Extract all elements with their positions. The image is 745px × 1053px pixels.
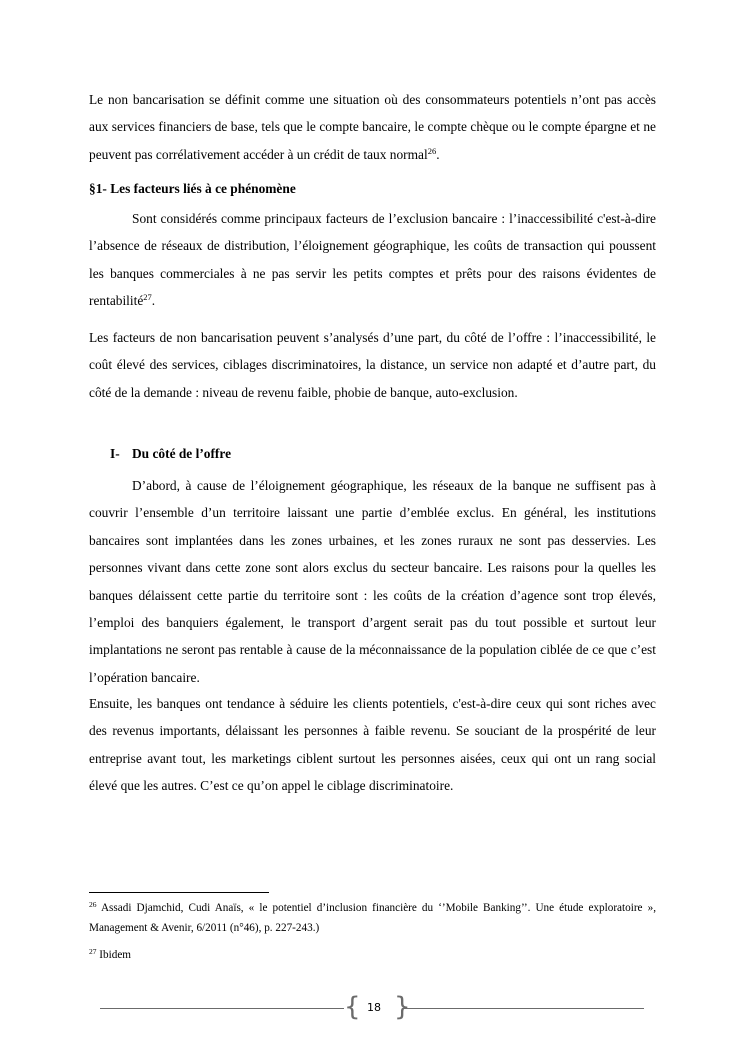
- footnote-27: $^{27}$ Ibidem: [89, 947, 131, 961]
- paragraph-factors: Sont considérés comme principaux facteurs de l’exclusion bancaire : l’inaccessibilité c'est-à-dire l’absence de réseaux de distribution, l’éloignement géographique, les coûts de transaction qui poussent les banques commerciales à ne pas servir les petits comptes et prêts pour des raisons évidentes de rentabilité$^{27}$.: [89, 211, 656, 309]
- paragraph-non-banking-factors: Les facteurs de non bancarisation peuvent s’analysés d’une part, du côté de l’offre : l’inaccessibilité, le coût élevé des services, ciblages discriminatoires, la distance, un service non adapté et d’autre part, du côté de la demande : niveau de revenu faible, phobie de banque, auto-exclusion.: [89, 330, 656, 400]
- footer-rule-right: [404, 1008, 644, 1009]
- section-heading: §1- Les facteurs liés à ce phénomène: [89, 181, 296, 196]
- subsection-heading: [110, 445, 231, 463]
- footer-brace-right: }: [394, 992, 411, 1022]
- footnote-ref-26: 26: [427, 145, 437, 156]
- footnote-number: 26: [89, 900, 97, 909]
- page-number: 18: [367, 1001, 381, 1014]
- subsection-number: I-: [110, 446, 120, 461]
- paragraph-discriminatory-targeting: Ensuite, les banques ont tendance à séduire les clients potentiels, c'est-à-dire ceux qui sont riches avec des revenus importants, délaissant les personnes à faible revenu. Se souciant de la prospérité de leur entreprise avant tout, les marketings ciblent surtout les personnes aisées, ceux qui ont un rang social élevé que les autres. C’est ce qu’on appel le ciblage discriminatoire.: [89, 696, 656, 794]
- footer-rule-left: [100, 1008, 344, 1009]
- paragraph-definition: Le non bancarisation se définit comme une situation où des consommateurs potentiels n’ont pas accès aux services financiers de base, tels que le compte bancaire, le compte chèque ou le compte épargne et ne peuvent pas corrélativement accéder à un crédit de taux normal$^{26}$.: [89, 92, 656, 162]
- footnote-number: 27: [89, 947, 97, 956]
- footnote-26: $^{26}$ Assadi Djamchid, Cudi Anaïs, « le potentiel d’inclusion financière du ‘’Mobile Banking’’. Une étude exploratoire », Management & Avenir, 6/2011 (n°46), p. 227-243.): [89, 900, 656, 934]
- subsection-title: Du côté de l’offre: [132, 446, 232, 461]
- paragraph-geographic-distance: D’abord, à cause de l’éloignement géographique, les réseaux de la banque ne suffisent pas à couvrir l’ensemble d’un territoire laissant une partie d’emblée exclus. En général, les institutions bancaires sont implantées dans les zones urbaines, et les zones ruraux ne sont pas desservies. Les personnes vivant dans cette zone sont alors exclus du secteur bancaire. Les raisons pour la quelles les banques délaissent cette partie du territoire sont : les coûts de la création d’agence sont trop élevés, l’emploi des banquiers également, le transport d’argent serait pas du tout possible et surtout leur implantations ne seront pas rentable à cause de la méconnaissance de la population ciblée de ce que c’est l’opération bancaire.: [89, 478, 656, 685]
- footer-brace-left: {: [344, 992, 361, 1022]
- footnote-separator: [89, 892, 269, 893]
- footnote-ref-27: 27: [143, 292, 152, 303]
